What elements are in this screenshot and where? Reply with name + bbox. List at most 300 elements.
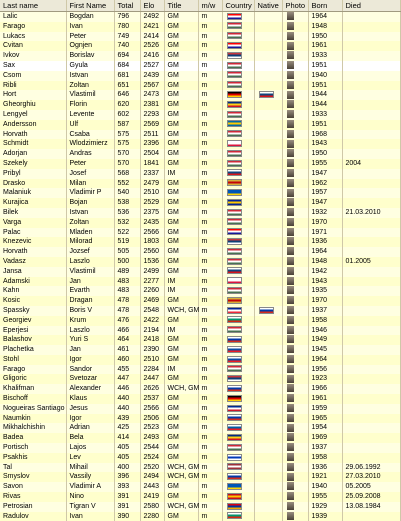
native-flag-cell: [254, 120, 282, 130]
born-cell: 1947: [308, 198, 342, 208]
gender-cell: m: [198, 492, 222, 502]
country-flag-icon: [227, 52, 242, 59]
native-flag-cell: [254, 159, 282, 169]
native-flag-cell: [254, 443, 282, 453]
last-name-cell: Szekely: [0, 159, 66, 169]
native-flag-cell: [254, 130, 282, 140]
first-name-cell: Milan: [66, 179, 114, 189]
died-cell: [342, 414, 400, 424]
last-name-cell: Balashov: [0, 335, 66, 345]
first-name-cell: Ognjen: [66, 41, 114, 51]
player-photo-icon: [287, 71, 294, 79]
gender-cell: m: [198, 423, 222, 433]
elo-cell: 2375: [140, 208, 164, 218]
table-row[interactable]: [0, 159, 400, 169]
total-cell: 483: [114, 277, 140, 287]
first-name-cell: Laszlo: [66, 257, 114, 267]
country-flag-cell: [222, 316, 254, 326]
photo-cell: [282, 453, 308, 463]
country-flag-cell: [222, 453, 254, 463]
title-cell: GM: [164, 179, 198, 189]
last-name-cell: Kosic: [0, 296, 66, 306]
column-header-native[interactable]: Native: [254, 0, 282, 12]
gender-cell: m: [198, 218, 222, 228]
last-name-cell: Eperjesi: [0, 326, 66, 336]
table-row[interactable]: [0, 12, 400, 22]
elo-cell: 2510: [140, 188, 164, 198]
photo-cell: [282, 482, 308, 492]
total-cell: 522: [114, 228, 140, 238]
native-flag-cell: [254, 218, 282, 228]
total-cell: 390: [114, 512, 140, 521]
native-flag-cell: [254, 81, 282, 91]
country-flag-cell: [222, 228, 254, 238]
first-name-cell: Vladimir P: [66, 188, 114, 198]
table-row[interactable]: [0, 110, 400, 120]
died-cell: [342, 149, 400, 159]
gender-cell: m: [198, 257, 222, 267]
gender-cell: m: [198, 404, 222, 414]
photo-cell: [282, 12, 308, 22]
column-header-photo[interactable]: Photo: [282, 0, 308, 12]
country-flag-cell: [222, 365, 254, 375]
gender-cell: m: [198, 335, 222, 345]
title-cell: GM: [164, 267, 198, 277]
column-header-first-name[interactable]: First Name: [66, 0, 114, 12]
elo-cell: 1536: [140, 257, 164, 267]
country-flag-cell: [222, 355, 254, 365]
country-flag-icon: [227, 189, 242, 196]
column-header-country[interactable]: Country: [222, 0, 254, 12]
table-row[interactable]: [0, 335, 400, 345]
title-cell: WCH, GM: [164, 463, 198, 473]
last-name-cell: Nogueiras Santiago: [0, 404, 66, 414]
died-cell: [342, 100, 400, 110]
photo-cell: [282, 149, 308, 159]
total-cell: 460: [114, 355, 140, 365]
title-cell: GM: [164, 120, 198, 130]
title-cell: GM: [164, 130, 198, 140]
gender-cell: m: [198, 61, 222, 71]
table-row[interactable]: [0, 120, 400, 130]
gender-cell: m: [198, 247, 222, 257]
table-row[interactable]: [0, 179, 400, 189]
table-row[interactable]: [0, 32, 400, 42]
died-cell: 01.2005: [342, 257, 400, 267]
gender-cell: m: [198, 208, 222, 218]
born-cell: 1955: [308, 492, 342, 502]
last-name-cell: Gheorghiu: [0, 100, 66, 110]
died-cell: [342, 267, 400, 277]
country-flag-icon: [227, 258, 242, 265]
table-row[interactable]: [0, 169, 400, 179]
died-cell: [342, 296, 400, 306]
table-row[interactable]: [0, 365, 400, 375]
table-row[interactable]: [0, 208, 400, 218]
native-flag-cell: [254, 198, 282, 208]
elo-cell: 2435: [140, 218, 164, 228]
elo-cell: 2447: [140, 374, 164, 384]
died-cell: [342, 247, 400, 257]
table-row[interactable]: [0, 512, 400, 521]
died-cell: [342, 453, 400, 463]
player-photo-icon: [287, 443, 294, 451]
table-row[interactable]: [0, 267, 400, 277]
table-row[interactable]: [0, 51, 400, 61]
native-flag-cell: [254, 12, 282, 22]
photo-cell: [282, 423, 308, 433]
photo-cell: [282, 247, 308, 257]
table-row[interactable]: [0, 404, 400, 414]
native-flag-cell: [254, 296, 282, 306]
table-row[interactable]: [0, 414, 400, 424]
column-header-died[interactable]: Died: [342, 0, 400, 12]
table-row[interactable]: [0, 237, 400, 247]
country-flag-icon: [227, 248, 242, 255]
first-name-cell: Sandor: [66, 365, 114, 375]
gender-cell: m: [198, 316, 222, 326]
table-row[interactable]: [0, 188, 400, 198]
gender-cell: m: [198, 306, 222, 316]
died-cell: 13.08.1984: [342, 502, 400, 512]
country-flag-cell: [222, 433, 254, 443]
title-cell: GM: [164, 345, 198, 355]
last-name-cell: Drasko: [0, 179, 66, 189]
country-flag-icon: [227, 434, 242, 441]
country-flag-cell: [222, 512, 254, 521]
table-row[interactable]: [0, 316, 400, 326]
country-flag-icon: [227, 454, 242, 461]
table-row[interactable]: [0, 384, 400, 394]
born-cell: 1940: [308, 71, 342, 81]
country-flag-cell: [222, 32, 254, 42]
table-row[interactable]: [0, 90, 400, 100]
died-cell: [342, 374, 400, 384]
photo-cell: [282, 492, 308, 502]
player-photo-icon: [287, 81, 294, 89]
native-flag-cell: [254, 404, 282, 414]
photo-cell: [282, 100, 308, 110]
photo-cell: [282, 159, 308, 169]
total-cell: 393: [114, 482, 140, 492]
player-photo-icon: [287, 277, 294, 285]
first-name-cell: Zoltan: [66, 218, 114, 228]
country-flag-cell: [222, 492, 254, 502]
column-header-last-name[interactable]: Last name: [0, 0, 66, 12]
table-row[interactable]: [0, 130, 400, 140]
native-flag-cell: [254, 463, 282, 473]
table-row[interactable]: [0, 502, 400, 512]
last-name-cell: Smyslov: [0, 472, 66, 482]
born-cell: 1966: [308, 384, 342, 394]
photo-cell: [282, 130, 308, 140]
born-cell: 1971: [308, 228, 342, 238]
table-row[interactable]: [0, 472, 400, 482]
died-cell: [342, 12, 400, 22]
born-cell: 1943: [308, 277, 342, 287]
last-name-cell: Cvitan: [0, 41, 66, 51]
table-row[interactable]: [0, 453, 400, 463]
table-row[interactable]: [0, 139, 400, 149]
first-name-cell: Lev: [66, 453, 114, 463]
born-cell: 1937: [308, 443, 342, 453]
elo-cell: 2544: [140, 443, 164, 453]
country-flag-icon: [227, 120, 242, 127]
elo-cell: 1803: [140, 237, 164, 247]
column-header-gender[interactable]: m/w: [198, 0, 222, 12]
elo-cell: 2504: [140, 149, 164, 159]
country-flag-cell: [222, 12, 254, 22]
total-cell: 447: [114, 374, 140, 384]
native-flag-cell: [254, 414, 282, 424]
first-name-cell: Alexander: [66, 384, 114, 394]
gender-cell: m: [198, 365, 222, 375]
country-flag-icon: [227, 81, 242, 88]
player-photo-icon: [287, 100, 294, 108]
table-row[interactable]: [0, 296, 400, 306]
gender-cell: m: [198, 100, 222, 110]
born-cell: 1942: [308, 267, 342, 277]
player-photo-icon: [287, 140, 294, 148]
gender-cell: m: [198, 414, 222, 424]
born-cell: 1951: [308, 81, 342, 91]
country-flag-cell: [222, 423, 254, 433]
elo-cell: 2260: [140, 286, 164, 296]
total-cell: 694: [114, 51, 140, 61]
first-name-cell: Wlodzimierz: [66, 139, 114, 149]
table-row[interactable]: [0, 100, 400, 110]
player-photo-icon: [287, 355, 294, 363]
total-cell: 446: [114, 384, 140, 394]
column-header-elo[interactable]: Elo: [140, 0, 164, 12]
born-cell: 1968: [308, 130, 342, 140]
gender-cell: m: [198, 237, 222, 247]
country-flag-icon: [227, 385, 242, 392]
country-flag-cell: [222, 384, 254, 394]
table-row[interactable]: [0, 228, 400, 238]
born-cell: 1961: [308, 41, 342, 51]
elo-cell: 2548: [140, 306, 164, 316]
last-name-cell: Kahn: [0, 286, 66, 296]
table-row[interactable]: [0, 149, 400, 159]
table-row[interactable]: [0, 345, 400, 355]
player-photo-icon: [287, 286, 294, 294]
first-name-cell: Milorad: [66, 237, 114, 247]
gender-cell: m: [198, 90, 222, 100]
table-row[interactable]: [0, 277, 400, 287]
country-flag-icon: [227, 179, 242, 186]
table-row[interactable]: [0, 71, 400, 81]
last-name-cell: Varga: [0, 218, 66, 228]
table-row[interactable]: [0, 433, 400, 443]
table-row[interactable]: [0, 306, 400, 316]
country-flag-cell: [222, 443, 254, 453]
player-photo-icon: [287, 345, 294, 353]
total-cell: 489: [114, 267, 140, 277]
first-name-cell: Boris V: [66, 306, 114, 316]
table-row[interactable]: [0, 247, 400, 257]
photo-cell: [282, 335, 308, 345]
country-flag-cell: [222, 394, 254, 404]
table-row[interactable]: [0, 463, 400, 473]
country-flag-cell: [222, 472, 254, 482]
total-cell: 532: [114, 218, 140, 228]
table-row[interactable]: [0, 355, 400, 365]
column-header-total[interactable]: Total: [114, 0, 140, 12]
total-cell: 400: [114, 463, 140, 473]
first-name-cell: Adrian: [66, 423, 114, 433]
table-row[interactable]: [0, 443, 400, 453]
elo-cell: 2529: [140, 198, 164, 208]
last-name-cell: Horvath: [0, 247, 66, 257]
country-flag-cell: [222, 247, 254, 257]
native-flag-cell: [254, 433, 282, 443]
country-flag-cell: [222, 277, 254, 287]
first-name-cell: Igor: [66, 414, 114, 424]
table-row[interactable]: [0, 326, 400, 336]
first-name-cell: Ivan: [66, 22, 114, 32]
first-name-cell: Csaba: [66, 130, 114, 140]
country-flag-icon: [227, 405, 242, 412]
born-cell: 1964: [308, 247, 342, 257]
died-cell: [342, 139, 400, 149]
elo-cell: 2523: [140, 423, 164, 433]
table-row[interactable]: [0, 22, 400, 32]
elo-cell: 2390: [140, 345, 164, 355]
photo-cell: [282, 198, 308, 208]
country-flag-icon: [227, 356, 242, 363]
died-cell: [342, 394, 400, 404]
table-row[interactable]: [0, 482, 400, 492]
born-cell: 1921: [308, 472, 342, 482]
last-name-cell: Vadasz: [0, 257, 66, 267]
photo-cell: [282, 51, 308, 61]
country-flag-icon: [227, 483, 242, 490]
column-header-title[interactable]: Title: [164, 0, 198, 12]
country-flag-cell: [222, 296, 254, 306]
died-cell: [342, 22, 400, 32]
first-name-cell: Nino: [66, 492, 114, 502]
first-name-cell: Josef: [66, 169, 114, 179]
native-flag-cell: [254, 71, 282, 81]
died-cell: [342, 110, 400, 120]
table-row[interactable]: [0, 257, 400, 267]
last-name-cell: Bilek: [0, 208, 66, 218]
born-cell: 1939: [308, 512, 342, 521]
gender-cell: m: [198, 345, 222, 355]
country-flag-icon: [227, 42, 242, 49]
last-name-cell: Radulov: [0, 512, 66, 521]
country-flag-icon: [227, 444, 242, 451]
died-cell: 25.09.2008: [342, 492, 400, 502]
table-row[interactable]: [0, 41, 400, 51]
died-cell: [342, 316, 400, 326]
table-row[interactable]: [0, 394, 400, 404]
gender-cell: m: [198, 32, 222, 42]
first-name-cell: Levente: [66, 110, 114, 120]
photo-cell: [282, 22, 308, 32]
total-cell: 587: [114, 120, 140, 130]
first-name-cell: Mihail: [66, 463, 114, 473]
photo-cell: [282, 61, 308, 71]
last-name-cell: Georgiev: [0, 316, 66, 326]
elo-cell: 2537: [140, 394, 164, 404]
died-cell: [342, 81, 400, 91]
photo-cell: [282, 267, 308, 277]
died-cell: [342, 228, 400, 238]
table-row[interactable]: [0, 61, 400, 71]
last-name-cell: Horvath: [0, 130, 66, 140]
table-row[interactable]: [0, 81, 400, 91]
player-photo-icon: [287, 404, 294, 412]
player-photo-icon: [287, 120, 294, 128]
first-name-cell: Krum: [66, 316, 114, 326]
country-flag-cell: [222, 306, 254, 316]
title-cell: GM: [164, 139, 198, 149]
born-cell: 1957: [308, 188, 342, 198]
country-flag-cell: [222, 374, 254, 384]
elo-cell: 2511: [140, 130, 164, 140]
table-row[interactable]: [0, 374, 400, 384]
died-cell: [342, 345, 400, 355]
table-row[interactable]: [0, 218, 400, 228]
total-cell: 620: [114, 100, 140, 110]
photo-cell: [282, 237, 308, 247]
title-cell: GM: [164, 453, 198, 463]
gender-cell: m: [198, 502, 222, 512]
column-header-born[interactable]: Born: [308, 0, 342, 12]
born-cell: 1946: [308, 326, 342, 336]
player-photo-icon: [287, 130, 294, 138]
died-cell: [342, 335, 400, 345]
photo-cell: [282, 81, 308, 91]
died-cell: 05.2005: [342, 482, 400, 492]
total-cell: 505: [114, 247, 140, 257]
elo-cell: 2567: [140, 81, 164, 91]
photo-cell: [282, 179, 308, 189]
total-cell: 466: [114, 326, 140, 336]
gender-cell: m: [198, 81, 222, 91]
country-flag-icon: [227, 424, 242, 431]
country-flag-cell: [222, 208, 254, 218]
total-cell: 570: [114, 149, 140, 159]
table-row[interactable]: [0, 286, 400, 296]
country-flag-icon: [227, 238, 242, 245]
country-flag-icon: [227, 493, 242, 500]
elo-cell: 2494: [140, 472, 164, 482]
died-cell: [342, 355, 400, 365]
title-cell: GM: [164, 218, 198, 228]
title-cell: GM: [164, 110, 198, 120]
died-cell: [342, 433, 400, 443]
total-cell: 602: [114, 110, 140, 120]
player-photo-icon: [287, 91, 294, 99]
player-photo-icon: [287, 394, 294, 402]
country-flag-cell: [222, 179, 254, 189]
title-cell: GM: [164, 228, 198, 238]
native-flag-cell: [254, 326, 282, 336]
total-cell: 405: [114, 453, 140, 463]
country-flag-cell: [222, 71, 254, 81]
player-photo-icon: [287, 228, 294, 236]
table-row[interactable]: [0, 423, 400, 433]
died-cell: [342, 326, 400, 336]
country-flag-icon: [227, 62, 242, 69]
total-cell: 414: [114, 433, 140, 443]
table-row[interactable]: [0, 492, 400, 502]
table-row[interactable]: [0, 198, 400, 208]
born-cell: 1951: [308, 120, 342, 130]
